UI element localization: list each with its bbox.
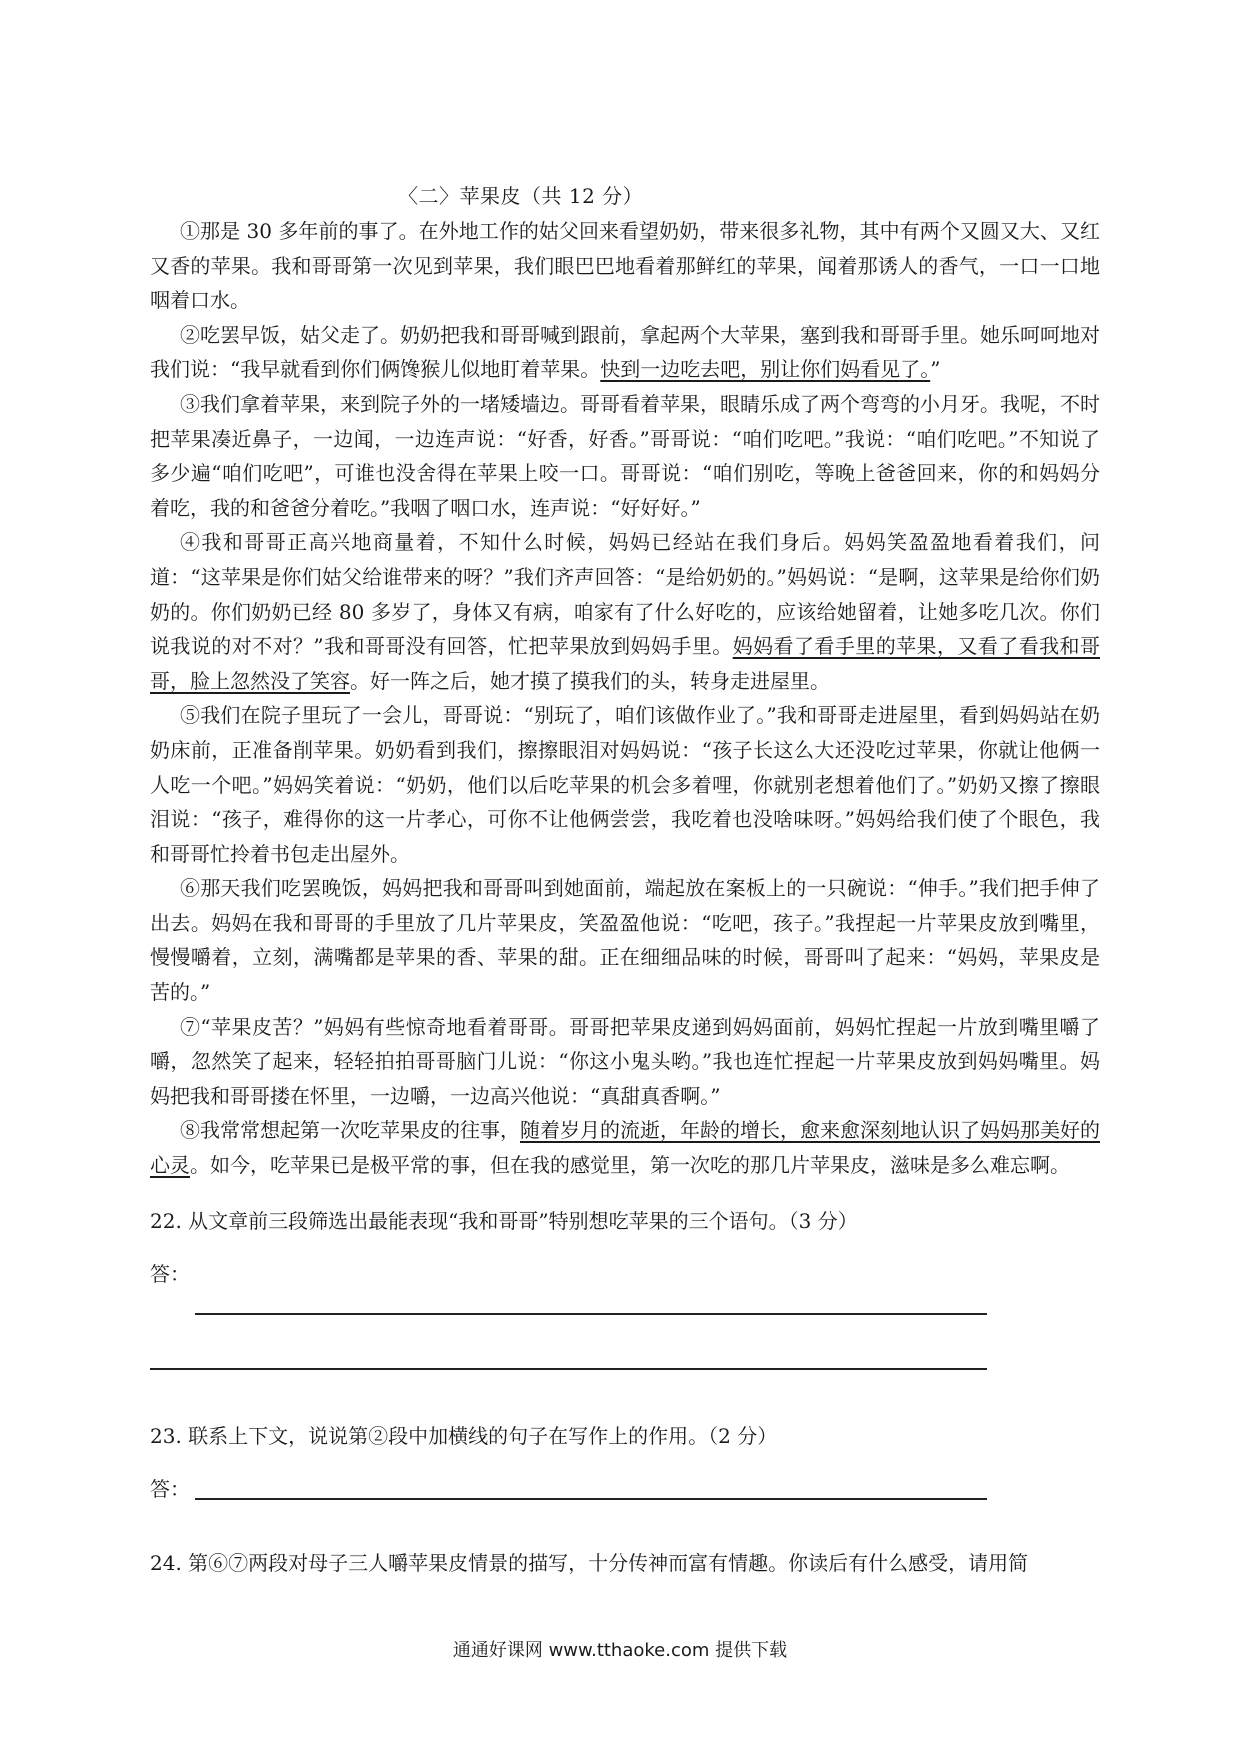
answer-line-22-1[interactable] (195, 1313, 987, 1315)
paragraph-text: ②吃罢早饭，姑父走了。奶奶把我和哥哥喊到跟前，拿起两个大苹果，塞到我和哥哥手里。她乐呵呵地对我们说：“我早就看到你们俩馋猴儿似地盯着苹果。 (150, 322, 1100, 382)
paragraph-text: 。好一阵之后，她才摸了摸我们的头，转身走进屋里。 (350, 668, 830, 693)
paragraph-text: ” (930, 357, 941, 382)
answer-label-23: 答： (150, 1477, 190, 1501)
article-body (150, 214, 1100, 1183)
paragraph-text: ⑤我们在院子里玩了一会儿，哥哥说：“别玩了，咱们该做作业了。”我和哥哥走进屋里，看到妈妈站在奶奶床前，正准备削苹果。奶奶看到我们，擦擦眼泪对妈妈说：“孩子长这么大还没吃过苹果，你就让他俩一人吃一个吧。”妈妈笑着说：“奶奶，他们以后吃苹果的机会多着哩，你就别老想着他们了。”奶奶又擦了擦眼泪说：“孩子，难得你的这一片孝心，可你不让他俩尝尝，我吃着也没啥味呀。”妈妈给我们使了个眼色，我和哥哥忙拎着书包走出屋外。 (150, 703, 1100, 866)
article-paragraph (150, 214, 1100, 318)
paragraph-text: ①那是 30 多年前的事了。在外地工作的姑父回来看望奶奶，带来很多礼物，其中有两个又圆又大、又红又香的苹果。我和哥哥第一次见到苹果，我们眼巴巴地看着那鲜红的苹果，闻着那诱人的香气，一口一口地咽着口水。 (150, 219, 1100, 313)
paragraph-text: ⑥那天我们吃罢晚饭，妈妈把我和哥哥叫到她面前，端起放在案板上的一只碗说：“伸手。”我们把手伸了出去。妈妈在我和哥哥的手里放了几片苹果皮，笑盈盈他说：“吃吧，孩子。”我捏起一片苹果皮放到嘴里，慢慢嚼着，立刻，满嘴都是苹果的香、苹果的甜。正在细细品味的时候，哥哥叫了起来：“妈妈，苹果皮是苦的。” (150, 876, 1100, 1005)
paragraph-text: ③我们拿着苹果，来到院子外的一堵矮墙边。哥哥看着苹果，眼睛乐成了两个弯弯的小月牙。我呢，不时把苹果凑近鼻子，一边闻，一边连声说：“好香，好香。”哥哥说：“咱们吃吧。”我说：“咱们吃吧。”不知说了多少遍“咱们吃吧”，可谁也没舍得在苹果上咬一口。哥哥说：“咱们别吃，等晚上爸爸回来，你的和妈妈分着吃，我的和爸爸分着吃。”我咽了咽口水，连声说：“好好好。” (150, 391, 1100, 520)
article-paragraph (150, 387, 1100, 525)
article-paragraph (150, 525, 1100, 698)
underlined-sentence: 随着岁月的流逝，年龄的增长，愈来愈深刻地认识了妈妈那美好的心灵 (150, 1118, 1100, 1178)
paragraph-text: ⑧我常常想起第一次吃苹果皮的往事， (180, 1118, 520, 1143)
question-22: 22. 从文章前三段筛选出最能表现“我和哥哥”特别想吃苹果的三个语句。（3 分） (150, 1209, 858, 1233)
question-24: 24. 第⑥⑦两段对母子三人嚼苹果皮情景的描写，十分传神而富有情趣。你读后有什么感受，请用简 (150, 1551, 1029, 1575)
answer-label-22: 答： (150, 1262, 190, 1286)
answer-line-23[interactable] (195, 1498, 987, 1500)
article-paragraph (150, 871, 1100, 1009)
article-paragraph (150, 1113, 1100, 1182)
answer-line-22-2[interactable] (150, 1368, 987, 1370)
article-paragraph (150, 318, 1100, 387)
section-title: 〈二〉苹果皮（共 12 分） (398, 184, 644, 208)
page-footer: 通通好课网 www.tthaoke.com 提供下载 (452, 1640, 788, 1661)
paragraph-text: ⑦“苹果皮苦？”妈妈有些惊奇地看着哥哥。哥哥把苹果皮递到妈妈面前，妈妈忙捏起一片放到嘴里嚼了嚼，忽然笑了起来，轻轻拍拍哥哥脑门儿说：“你这小鬼头哟。”我也连忙捏起一片苹果皮放到妈妈嘴里。妈妈把我和哥哥搂在怀里，一边嚼，一边高兴他说：“真甜真香啊。” (150, 1014, 1100, 1108)
article-paragraph (150, 698, 1100, 871)
underlined-sentence: 快到一边吃去吧，别让你们妈看见了。 (600, 357, 931, 382)
paragraph-text: 。如今，吃苹果已是极平常的事，但在我的感觉里，第一次吃的那几片苹果皮，滋味是多么难忘啊。 (190, 1153, 1070, 1178)
question-23: 23. 联系上下文，说说第②段中加横线的句子在写作上的作用。（2 分） (150, 1424, 778, 1448)
underlined-sentence: 妈妈看了看手里的苹果，又看了看我和哥哥，脸上忽然没了笑容 (150, 634, 1100, 693)
paragraph-text: ④我和哥哥正高兴地商量着，不知什么时候，妈妈已经站在我们身后。妈妈笑盈盈地看着我们，问道：“这苹果是你们姑父给谁带来的呀？”我们齐声回答：“是给奶奶的。”妈妈说：“是啊，这苹果是给你们奶奶的。你们奶奶已经 80 多岁了，身体又有病，咱家有了什么好吃的，应该给她留着，让她多吃几次。你们说我说的对不对？”我和哥哥没有回答，忙把苹果放到妈妈手里。 (150, 530, 1100, 659)
article-paragraph (150, 1010, 1100, 1114)
